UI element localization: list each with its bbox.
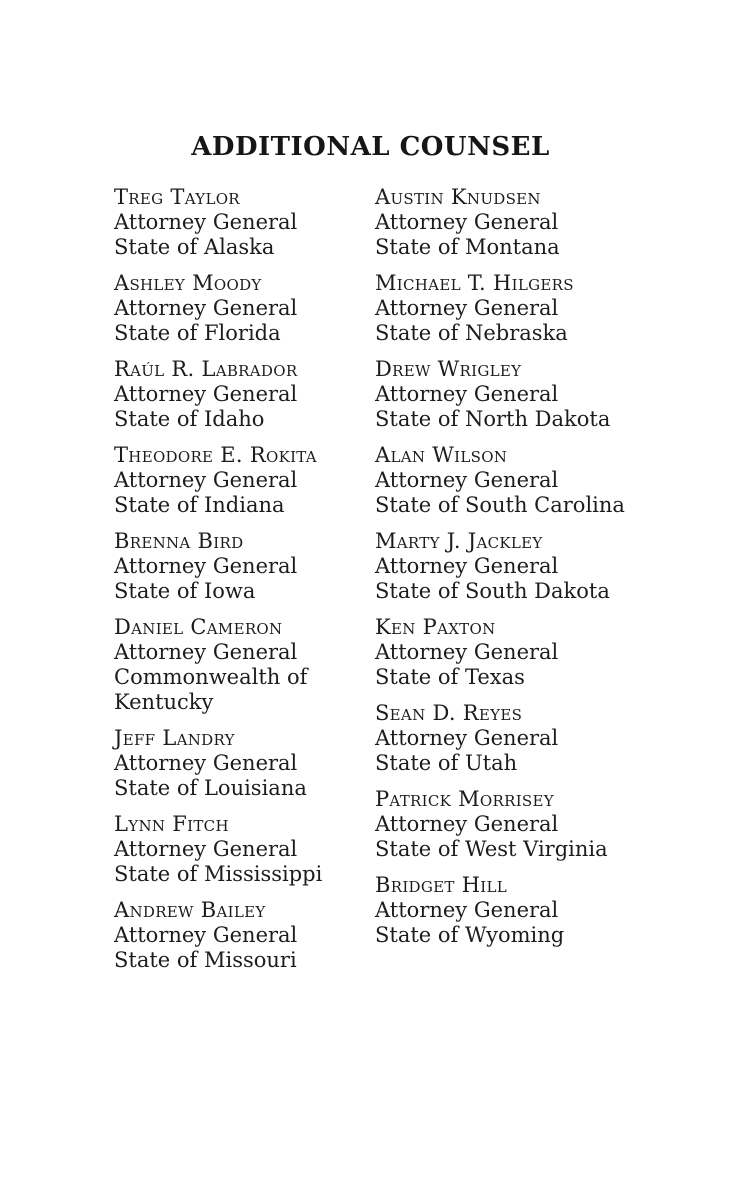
counsel-entry (114, 812, 375, 887)
counsel-jurisdiction: State of West Virginia (375, 837, 608, 861)
counsel-jurisdiction: State of South Carolina (375, 493, 625, 517)
counsel-role: Attorney General (375, 382, 559, 406)
counsel-column-left (114, 185, 375, 984)
counsel-role: Attorney General (375, 210, 559, 234)
counsel-role: Attorney General (375, 468, 559, 492)
counsel-role: Attorney General (114, 554, 298, 578)
counsel-entry (114, 185, 375, 260)
counsel-entry (114, 726, 375, 801)
counsel-jurisdiction: State of Louisiana (114, 776, 307, 800)
counsel-entry (375, 357, 665, 432)
counsel-name: Andrew Bailey (114, 898, 266, 922)
counsel-role: Attorney General (114, 296, 298, 320)
counsel-entry (375, 185, 665, 260)
counsel-role: Attorney General (375, 898, 559, 922)
counsel-jurisdiction: State of Iowa (114, 579, 256, 603)
counsel-jurisdiction: State of Florida (114, 321, 281, 345)
counsel-role: Attorney General (375, 640, 559, 664)
counsel-role: Attorney General (114, 751, 298, 775)
counsel-entry (375, 701, 665, 776)
counsel-jurisdiction: State of Utah (375, 751, 518, 775)
counsel-name: Brenna Bird (114, 529, 244, 553)
counsel-name: Austin Knudsen (375, 185, 541, 209)
counsel-name: Theodore E. Rokita (114, 443, 317, 467)
counsel-entry (375, 873, 665, 948)
counsel-role: Attorney General (114, 640, 298, 664)
counsel-name: Ashley Moody (114, 271, 262, 295)
counsel-jurisdiction: State of Mississippi (114, 862, 323, 886)
counsel-role: Attorney General (114, 382, 298, 406)
counsel-entry (114, 529, 375, 604)
counsel-entry (375, 271, 665, 346)
counsel-name: Lynn Fitch (114, 812, 229, 836)
counsel-name: Bridget Hill (375, 873, 508, 897)
counsel-name: Sean D. Reyes (375, 701, 523, 725)
counsel-entry (114, 357, 375, 432)
counsel-name: Drew Wrigley (375, 357, 522, 381)
counsel-name: Jeff Landry (114, 726, 235, 750)
counsel-role: Attorney General (114, 468, 298, 492)
counsel-name: Raúl R. Labrador (114, 357, 298, 381)
counsel-name: Marty J. Jackley (375, 529, 543, 553)
counsel-columns (0, 185, 741, 984)
counsel-role: Attorney General (375, 812, 559, 836)
counsel-jurisdiction: State of Indiana (114, 493, 285, 517)
counsel-jurisdiction: State of Idaho (114, 407, 265, 431)
counsel-jurisdiction: State of Missouri (114, 948, 297, 972)
counsel-jurisdiction: State of North Dakota (375, 407, 611, 431)
counsel-column-right (375, 185, 665, 984)
counsel-name: Ken Paxton (375, 615, 496, 639)
counsel-role: Attorney General (375, 726, 559, 750)
counsel-jurisdiction: State of Texas (375, 665, 525, 689)
counsel-role: Attorney General (375, 554, 559, 578)
counsel-name: Patrick Morrisey (375, 787, 554, 811)
counsel-role: Attorney General (375, 296, 559, 320)
counsel-name: Treg Taylor (114, 185, 240, 209)
counsel-role: Attorney General (114, 837, 298, 861)
counsel-role: Attorney General (114, 923, 298, 947)
counsel-name: Alan Wilson (375, 443, 508, 467)
counsel-jurisdiction: State of Wyoming (375, 923, 565, 947)
counsel-jurisdiction: State of Montana (375, 235, 560, 259)
counsel-entry (375, 615, 665, 690)
counsel-jurisdiction: State of Alaska (114, 235, 275, 259)
counsel-name: Michael T. Hilgers (375, 271, 574, 295)
counsel-entry (375, 529, 665, 604)
counsel-jurisdiction: State of South Dakota (375, 579, 610, 603)
counsel-entry (114, 271, 375, 346)
counsel-entry (114, 615, 375, 715)
counsel-jurisdiction: State of Nebraska (375, 321, 568, 345)
page-title: ADDITIONAL COUNSEL (191, 132, 550, 162)
counsel-entry (114, 898, 375, 973)
counsel-role: Attorney General (114, 210, 298, 234)
counsel-entry (375, 787, 665, 862)
counsel-entry (375, 443, 665, 518)
counsel-name: Daniel Cameron (114, 615, 283, 639)
counsel-entry (114, 443, 375, 518)
counsel-jurisdiction: Commonwealth of Kentucky (114, 665, 308, 714)
